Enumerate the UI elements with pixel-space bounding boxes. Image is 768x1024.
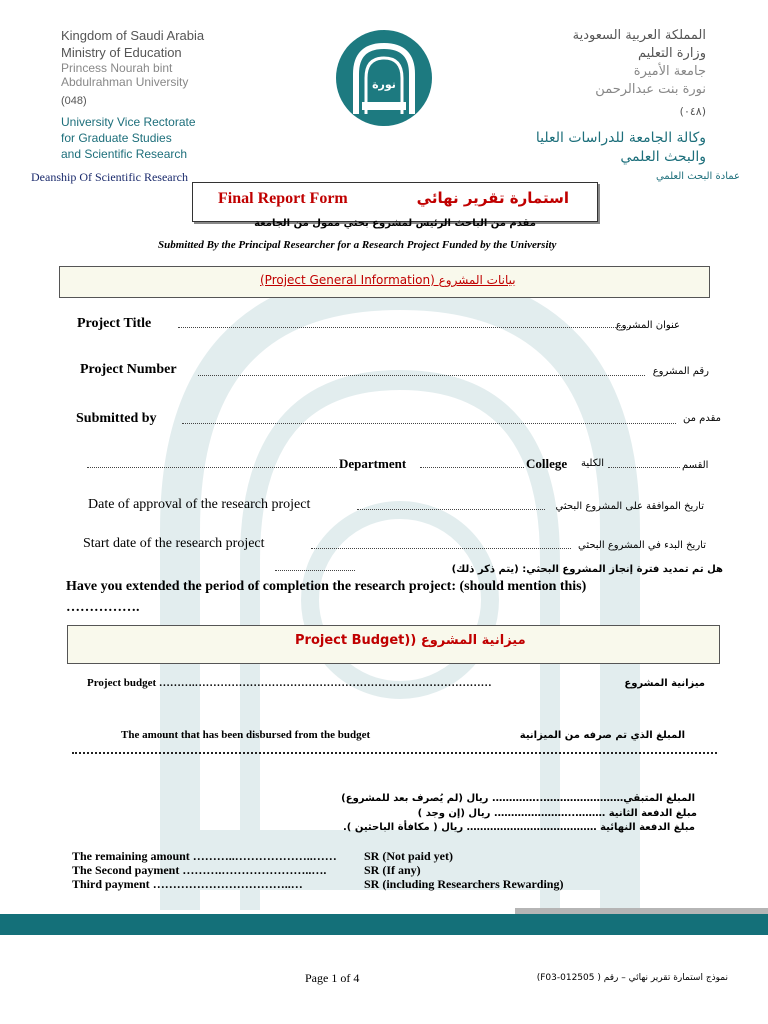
submitted-by-label-ar: مقدم من	[682, 413, 721, 424]
footer-teal-bar	[0, 914, 768, 935]
header-en-line: Princess Nourah bint	[61, 61, 173, 75]
project-number-label: Project Number	[80, 362, 177, 377]
header-ar-line: (٠٤٨)	[679, 105, 706, 118]
header-ar-line: المملكة العربية السعودية	[572, 28, 706, 43]
start-date-field[interactable]	[311, 548, 571, 549]
extension-dots[interactable]: …………….	[66, 600, 140, 615]
disbursed-label-ar: المبلغ الذي تم صرفه من الميزانية	[519, 730, 685, 741]
project-number-label-ar: رقم المشروع	[652, 366, 709, 377]
submitted-by-label: Submitted by	[76, 411, 157, 426]
form-title-en: Final Report Form	[218, 190, 348, 207]
header-en-teal-line: for Graduate Studies	[61, 131, 172, 145]
budget-row-label: The remaining amount	[72, 849, 190, 863]
form-title-box	[192, 182, 598, 222]
start-date-label-ar: تاريخ البدء في المشروع البحثي	[577, 540, 706, 551]
budget-row-dots[interactable]: ……….…………………..….	[182, 863, 327, 877]
approval-date-label: Date of approval of the research project	[88, 497, 311, 512]
project-title-field[interactable]	[178, 327, 630, 328]
deanship-en: Deanship Of Scientific Research	[31, 170, 188, 184]
department-label-ar: القسم	[682, 460, 709, 471]
college-field[interactable]	[608, 467, 680, 468]
budget-row-sr: SR (Not paid yet)	[364, 849, 453, 863]
budget-row-sr: SR (If any)	[364, 863, 421, 877]
header-ar-line: وزارة التعليم	[637, 46, 706, 61]
department-college-gap[interactable]	[420, 467, 524, 468]
subtitle-ar: مقدم من الباحث الرئيس لمشروع بحثي ممول من الجامعة	[254, 218, 536, 229]
budget-row-dots[interactable]: ……………………………..…	[152, 877, 303, 891]
budget-row	[72, 863, 326, 878]
budget-ar-line: المبلغ المتبقي……………………..…………. ريال (لم يُصرف بعد للمشروع)	[341, 793, 695, 804]
budget-row-label: The Second payment	[72, 863, 180, 877]
disbursed-label: The amount that has been disbursed from the budget	[121, 729, 371, 741]
university-logo	[328, 28, 440, 128]
header-en-line: Kingdom of Saudi Arabia	[61, 28, 205, 43]
extension-field-ar[interactable]	[275, 570, 355, 571]
section-budget-header	[67, 625, 720, 664]
header-ar-teal-line: والبحث العلمي	[620, 149, 706, 165]
project-number-field[interactable]	[198, 375, 645, 376]
svg-text:نورة: نورة	[372, 78, 396, 91]
section-general-header	[59, 266, 710, 298]
deanship-ar: عمادة البحث العلمي	[655, 171, 740, 182]
approval-date-label-ar: تاريخ الموافقة على المشروع البحثي	[555, 501, 704, 512]
header-en-teal-line: and Scientific Research	[61, 147, 188, 161]
college-label-ar: الكلية	[581, 458, 605, 469]
project-budget-label-ar: ميزانية المشروع	[624, 678, 705, 689]
header-en-teal-line: University Vice Rectorate	[61, 115, 196, 129]
budget-row-dots[interactable]: ………..………………..……	[192, 849, 337, 863]
budget-row-sr: SR (including Researchers Rewarding)	[364, 877, 564, 891]
start-date-label: Start date of the research project	[83, 536, 265, 551]
subtitle-en	[158, 239, 556, 251]
budget-row	[72, 877, 303, 892]
disbursed-field[interactable]	[72, 752, 717, 754]
budget-ar-line: مبلغ الدفعة النهائية ………………………………… ريال ( مكافأة الباحثين ).	[342, 822, 695, 833]
subtitle-en-part: Submitted By the Principal Researcher	[158, 239, 335, 251]
project-budget-label: Project budget ……….………………………………………………………………………	[87, 677, 492, 689]
header-en-line: Abdulrahman University	[61, 75, 189, 89]
header-en-line: Ministry of Education	[61, 45, 182, 60]
extension-label-ar: هل تم تمديد فترة إنجاز المشروع البحثي: (يتم ذكر ذلك)	[451, 564, 723, 575]
header-arabic	[536, 27, 706, 167]
budget-row	[72, 849, 337, 864]
department-field[interactable]	[87, 467, 337, 468]
section-general-title: (Project General Information) بيانات المشروع	[260, 273, 516, 287]
header-ar-teal-line: وكالة الجامعة للدراسات العليا	[535, 130, 706, 146]
form-code: نموذج استمارة تقرير نهائي – رقم ( F03-012505)	[536, 973, 728, 983]
project-title-label: Project Title	[77, 316, 152, 331]
header-english	[61, 27, 204, 162]
extension-label: Have you extended the period of completion the research project: (should mention this)	[66, 579, 587, 594]
form-title-ar: استمارة تقرير نهائي	[416, 189, 569, 207]
section-budget-title: Project Budget)) ميزانية المشروع	[295, 633, 526, 648]
approval-date-field[interactable]	[357, 509, 545, 510]
submitted-by-field[interactable]	[182, 423, 676, 424]
page-number: Page 1 of 4	[305, 971, 360, 985]
header-ar-line: جامعة الأميرة	[633, 64, 706, 79]
budget-row-label: Third payment	[72, 877, 150, 891]
department-label: Department	[339, 456, 407, 471]
project-title-label-ar: عنوان المشروع	[615, 320, 680, 331]
header-en-line: (048)	[61, 95, 87, 107]
college-label: College	[526, 456, 568, 471]
budget-ar-line: مبلغ الدفعة الثانية ………..…………………. ريال (إن وجد )	[417, 808, 697, 819]
subtitle-en-part: for a Research Project Funded by the University	[334, 239, 557, 251]
header-ar-line: نورة بنت عبدالرحمن	[595, 82, 706, 97]
